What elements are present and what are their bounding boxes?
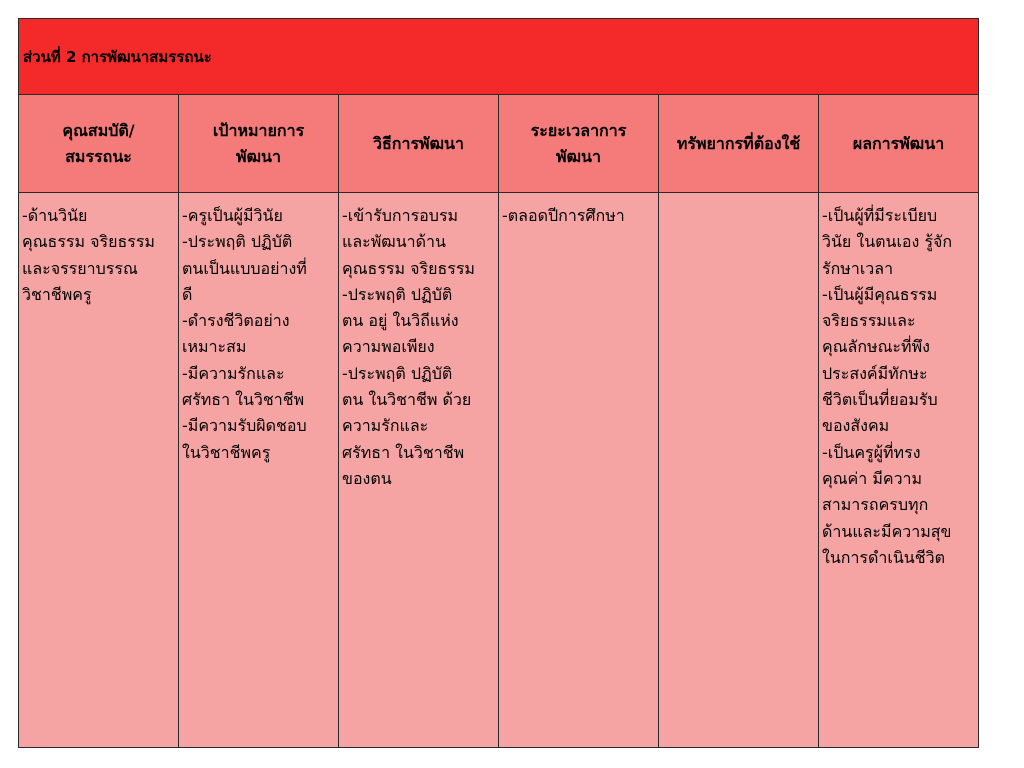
- header-method: [339, 95, 499, 193]
- section-title: ส่วนที่ 2 การพัฒนาสมรรถนะ: [19, 19, 979, 95]
- header-line: เป้าหมายการ: [212, 120, 305, 140]
- cell-line: ตน อยู่ ในวิถีแห่ง: [342, 311, 459, 331]
- cell-line: ของสังคม: [822, 416, 890, 436]
- header-qualification: [19, 95, 179, 193]
- cell-line: -เป็นครูผู้ที่ทรง: [822, 442, 921, 462]
- cell-line: และจรรยาบรรณ: [22, 258, 138, 278]
- title-row: [19, 19, 979, 95]
- cell-duration: [499, 193, 659, 748]
- content-row: [19, 193, 979, 748]
- header-goal: [179, 95, 339, 193]
- header-line: วิธีการพัฒนา: [373, 133, 464, 153]
- header-outcome: [819, 95, 979, 193]
- cell-line: ดี: [182, 284, 193, 304]
- cell-line: -มีความรับผิดชอบ: [182, 416, 307, 436]
- cell-line: ในการดำเนินชีวิต: [822, 547, 945, 567]
- cell-line: ประสงค์มีทักษะ: [822, 363, 928, 383]
- cell-line: คุณธรรม จริยธรรม: [342, 258, 475, 278]
- competency-development-table: [18, 18, 979, 748]
- cell-line: -มีความรักและ: [182, 363, 285, 383]
- header-line: ผลการพัฒนา: [852, 133, 945, 153]
- cell-method: [339, 193, 499, 748]
- cell-line: วิชาชีพครู: [22, 284, 92, 304]
- cell-line: ศรัทธา ในวิชาชีพ: [182, 390, 305, 410]
- cell-line: คุณลักษณะที่พึง: [822, 337, 930, 357]
- cell-line: จริยธรรมและ: [822, 311, 916, 331]
- cell-line: -ครูเป็นผู้มีวินัย: [182, 206, 283, 225]
- cell-line: ด้านและมีความสุข: [822, 521, 952, 541]
- cell-qualification: [19, 193, 179, 748]
- cell-line: สามารถครบทุก: [822, 495, 929, 515]
- cell-line: ความรักและ: [342, 416, 429, 436]
- cell-line: -ประพฤติ ปฏิบัติ: [342, 363, 453, 383]
- cell-line: ชีวิตเป็นที่ยอมรับ: [822, 390, 938, 410]
- cell-line: ของตน: [342, 468, 392, 488]
- cell-line: คุณธรรม จริยธรรม: [22, 232, 155, 252]
- header-row: [19, 95, 979, 193]
- cell-line: -เป็นผู้มีคุณธรรม: [822, 284, 938, 304]
- cell-line: ความพอเพียง: [342, 337, 435, 357]
- cell-line: คุณค่า มีความ: [822, 468, 923, 488]
- header-line: ทรัพยากรที่ต้องใช้: [676, 133, 801, 153]
- cell-line: ตนเป็นแบบอย่างที่: [182, 258, 307, 278]
- cell-goal: [179, 193, 339, 748]
- cell-line: -ประพฤติ ปฏิบัติ: [182, 232, 293, 252]
- cell-line: เหมาะสม: [182, 337, 247, 357]
- cell-line: วินัย ในตนเอง รู้จัก: [822, 232, 953, 252]
- cell-line: ในวิชาชีพครู: [182, 442, 271, 462]
- cell-line: ตน ในวิชาชีพ ด้วย: [342, 390, 472, 410]
- header-duration: [499, 95, 659, 193]
- cell-resources: [659, 193, 819, 748]
- header-line: พัฒนา: [236, 146, 281, 166]
- cell-line: -เป็นผู้ที่มีระเบียบ: [822, 206, 938, 225]
- header-line: สมรรถนะ: [65, 146, 132, 166]
- header-line: คุณสมบัติ/: [62, 120, 135, 140]
- header-resources: [659, 95, 819, 193]
- cell-line: -ด้านวินัย: [22, 206, 88, 225]
- cell-line: -เข้ารับการอบรม: [342, 206, 459, 225]
- header-line: พัฒนา: [556, 146, 601, 166]
- cell-outcome: [819, 193, 979, 748]
- cell-line: ศรัทธา ในวิชาชีพ: [342, 442, 465, 462]
- cell-line: -ตลอดปีการศึกษา: [502, 206, 625, 225]
- cell-line: และพัฒนาด้าน: [342, 232, 446, 252]
- cell-line: รักษาเวลา: [822, 258, 894, 278]
- header-line: ระยะเวลาการ: [530, 120, 627, 140]
- cell-line: -ประพฤติ ปฏิบัติ: [342, 284, 453, 304]
- cell-line: -ดำรงชีวิตอย่าง: [182, 311, 290, 331]
